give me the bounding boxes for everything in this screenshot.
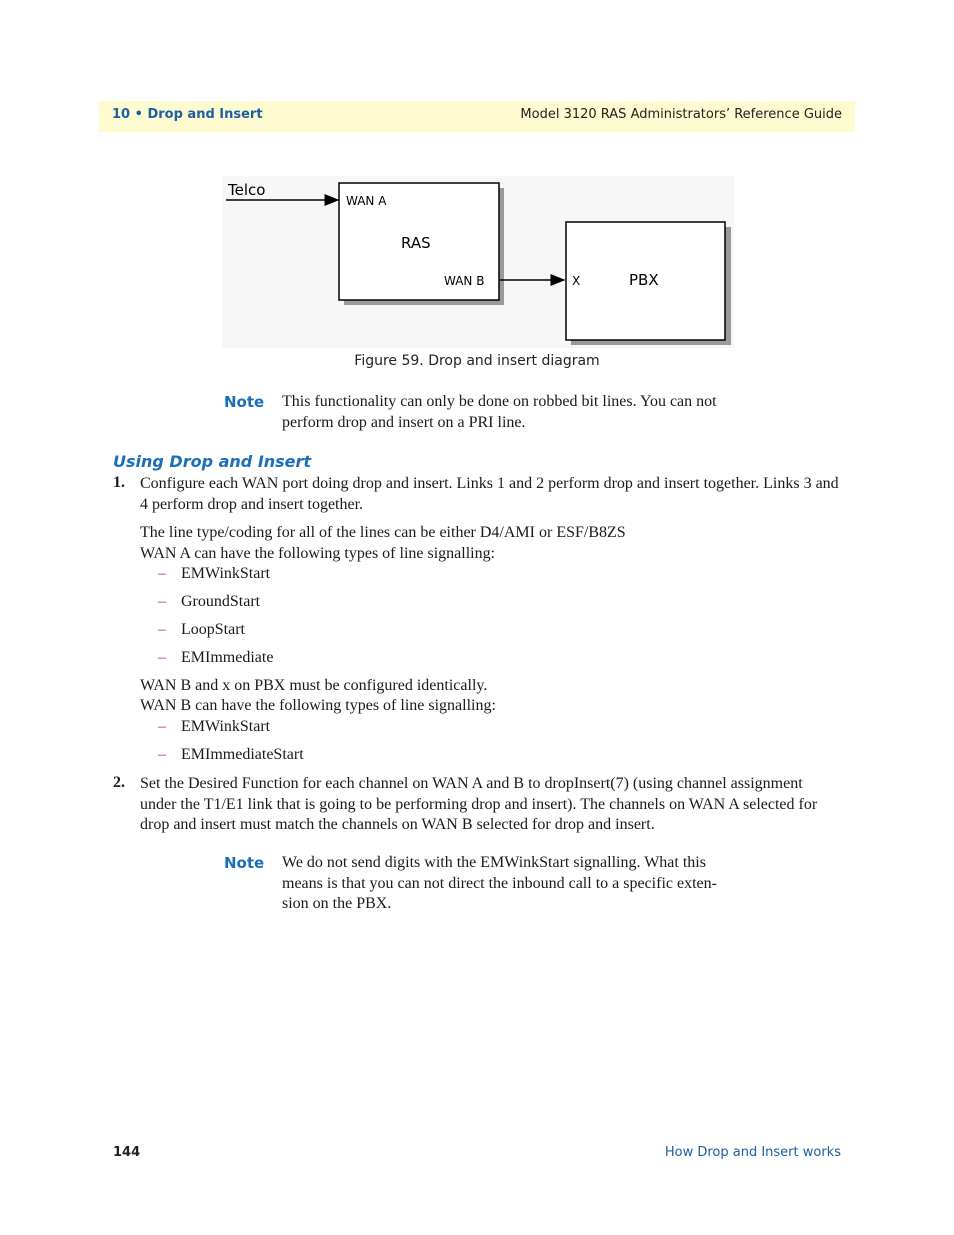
dash-bullet: – — [158, 649, 166, 666]
wan-b-intro: WAN B can have the following types of line signalling: — [140, 697, 496, 714]
list-item — [158, 565, 270, 583]
list-item-text: LoopStart — [181, 621, 245, 638]
dash-bullet: – — [158, 746, 166, 763]
figure-caption: Figure 59. Drop and insert diagram — [354, 353, 600, 369]
note-text: This functionality can only be done on robbed bit lines. You can not perform drop and insert on a PRI line. — [282, 393, 717, 431]
step-2-number: 2. — [113, 774, 125, 791]
wan-a-intro: WAN A can have the following types of line signalling: — [140, 545, 496, 562]
list-item-text: EMWinkStart — [181, 718, 271, 735]
page-number: 144 — [113, 1145, 141, 1160]
line-type-text: The line type/coding for all of the lines can be either D4/AMI or ESF/B8ZS — [140, 524, 626, 541]
footer-section-title: How Drop and Insert works — [664, 1145, 841, 1160]
list-item-text: EMImmediateStart — [181, 746, 304, 763]
list-item-text: GroundStart — [181, 593, 261, 610]
note-label: Note — [224, 393, 265, 411]
list-item-text: EMWinkStart — [181, 565, 271, 582]
step-2-text: Set the Desired Function for each channel on WAN A and B to dropInsert(7) (using channel assignment under the T1/E1 link that is going to be performing drop and insert). The channels on WAN A selected for drop and insert must match the channels on WAN B selected for drop and insert. — [140, 775, 818, 833]
dash-bullet: – — [158, 593, 166, 610]
dash-bullet: – — [158, 565, 166, 582]
x-port-label: X — [572, 274, 581, 288]
note-label: Note — [224, 854, 265, 872]
note-text: We do not send digits with the EMWinkStart signalling. What this means is that you can not direct the inbound call to a specific exten-sion on the PBX. — [282, 854, 717, 912]
dash-bullet: – — [158, 621, 166, 638]
wan-b-label: WAN B — [444, 274, 485, 288]
list-item — [158, 718, 270, 736]
header-guide-title: Model 3120 RAS Administrators’ Reference Guide — [520, 107, 842, 122]
step-1-text: Configure each WAN port doing drop and insert. Links 1 and 2 perform drop and insert together. Links 3 and 4 perform drop and insert together. — [140, 475, 839, 513]
header-section-title: 10 • Drop and Insert — [112, 107, 263, 122]
wan-b-config-text: WAN B and x on PBX must be configured identically. — [140, 677, 488, 694]
step-1-number: 1. — [113, 474, 125, 491]
list-item — [158, 593, 260, 611]
drop-insert-diagram — [222, 176, 734, 348]
pbx-label: PBX — [629, 271, 659, 289]
wan-a-label: WAN A — [346, 194, 387, 208]
list-item — [158, 746, 304, 764]
section-heading: Using Drop and Insert — [113, 452, 312, 471]
list-item-text: EMImmediate — [181, 649, 274, 666]
dash-bullet: – — [158, 718, 166, 735]
list-item — [158, 621, 245, 639]
list-item — [158, 649, 273, 667]
ras-label: RAS — [401, 234, 431, 252]
telco-label: Telco — [228, 181, 266, 199]
running-header — [99, 101, 855, 132]
